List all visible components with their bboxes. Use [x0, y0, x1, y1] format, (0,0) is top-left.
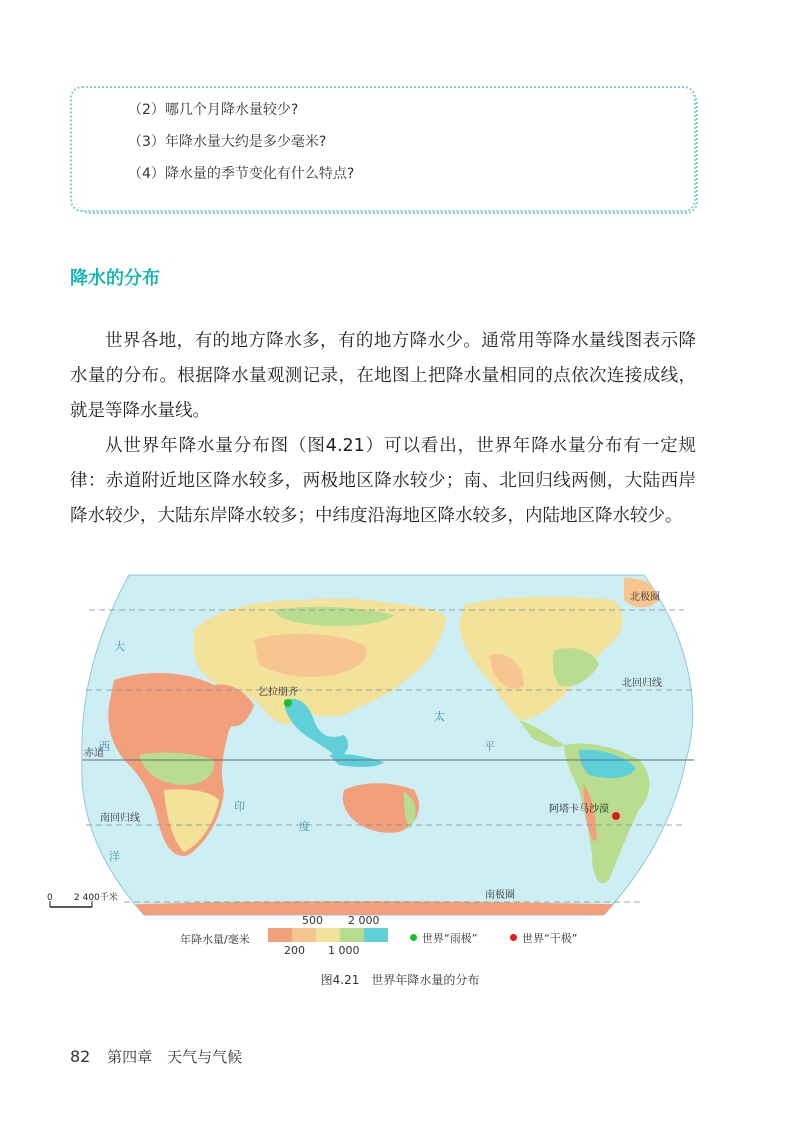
legend-tick-1000: 1 000: [328, 944, 360, 957]
equator-label: 赤道: [84, 748, 104, 759]
legend-title: 年降水量/毫米: [180, 933, 250, 946]
chapter-title: 第四章 天气与气候: [107, 1048, 243, 1066]
ocean-label-tai: 太: [434, 710, 445, 723]
legend-rain-pole-dot: [410, 934, 417, 941]
ocean-label-yang: 洋: [109, 850, 120, 863]
question-4: （4）降水量的季节变化有什么特点?: [128, 166, 355, 182]
scale-distance: 2 400千米: [74, 893, 118, 903]
ocean-label-xi: 西: [99, 740, 110, 753]
legend-tick-200: 200: [284, 944, 305, 957]
legend-dry-pole-dot: [510, 934, 517, 941]
page-footer: [70, 1046, 242, 1067]
legend-dry-pole-label: 世界“干极”: [522, 932, 578, 945]
section-title: 降水的分布: [70, 268, 160, 289]
legend-swatch-500-1000: [316, 928, 340, 942]
atacama-label: 阿塔卡马沙漠: [549, 804, 609, 815]
legend-rain-pole-label: 世界“雨极”: [422, 932, 478, 945]
legend-tick-2000: 2 000: [348, 914, 380, 927]
question-2: （2）哪几个月降水量较少?: [128, 102, 299, 118]
legend: [180, 914, 640, 964]
world-precipitation-map: [44, 570, 724, 920]
ocean-label-da: 大: [114, 640, 125, 653]
figure-caption: 图4.21 世界年降水量的分布: [320, 973, 480, 987]
tropic-of-cancer-label: 北回归线: [622, 678, 662, 689]
cherrapunji-label: 乞拉朋齐: [258, 687, 298, 698]
legend-swatch-200-500: [292, 928, 316, 942]
ocean-label-du: 度: [299, 820, 310, 833]
tropic-of-capricorn-label: 南回归线: [100, 813, 140, 824]
legend-color-bar: [268, 928, 388, 942]
page-number: 82: [70, 1047, 91, 1066]
arctic-circle-label: 北极圈: [630, 592, 660, 603]
legend-swatch-1000-2000: [340, 928, 364, 942]
antarctic-circle-label: 南极圈: [485, 890, 515, 901]
legend-tick-500: 500: [302, 914, 323, 927]
legend-swatch-lt200: [268, 928, 292, 942]
dry-pole-marker: [612, 812, 620, 820]
paragraph-2: 从世界年降水量分布图（图4.21）可以看出，世界年降水量分布有一定规律：赤道附近地区降水较多，两极地区降水较少；南、北回归线两侧，大陆西岸降水较少，大陆东岸降水较多；中纬度沿海地区降水较多，内陆地区降水较少。: [70, 436, 696, 526]
rain-pole-marker: [284, 699, 292, 707]
scale-zero: 0: [47, 893, 53, 903]
legend-swatch-gt2000: [364, 928, 388, 942]
ocean-label-yin: 印: [234, 800, 245, 813]
paragraph-1: 世界各地，有的地方降水多，有的地方降水少。通常用等降水量线图表示降水量的分布。根据降水量观测记录，在地图上把降水量相同的点依次连接成线，就是等降水量线。: [70, 331, 696, 421]
question-3: （3）年降水量大约是多少毫米?: [128, 134, 327, 150]
ocean-label-ping: 平: [484, 740, 495, 753]
